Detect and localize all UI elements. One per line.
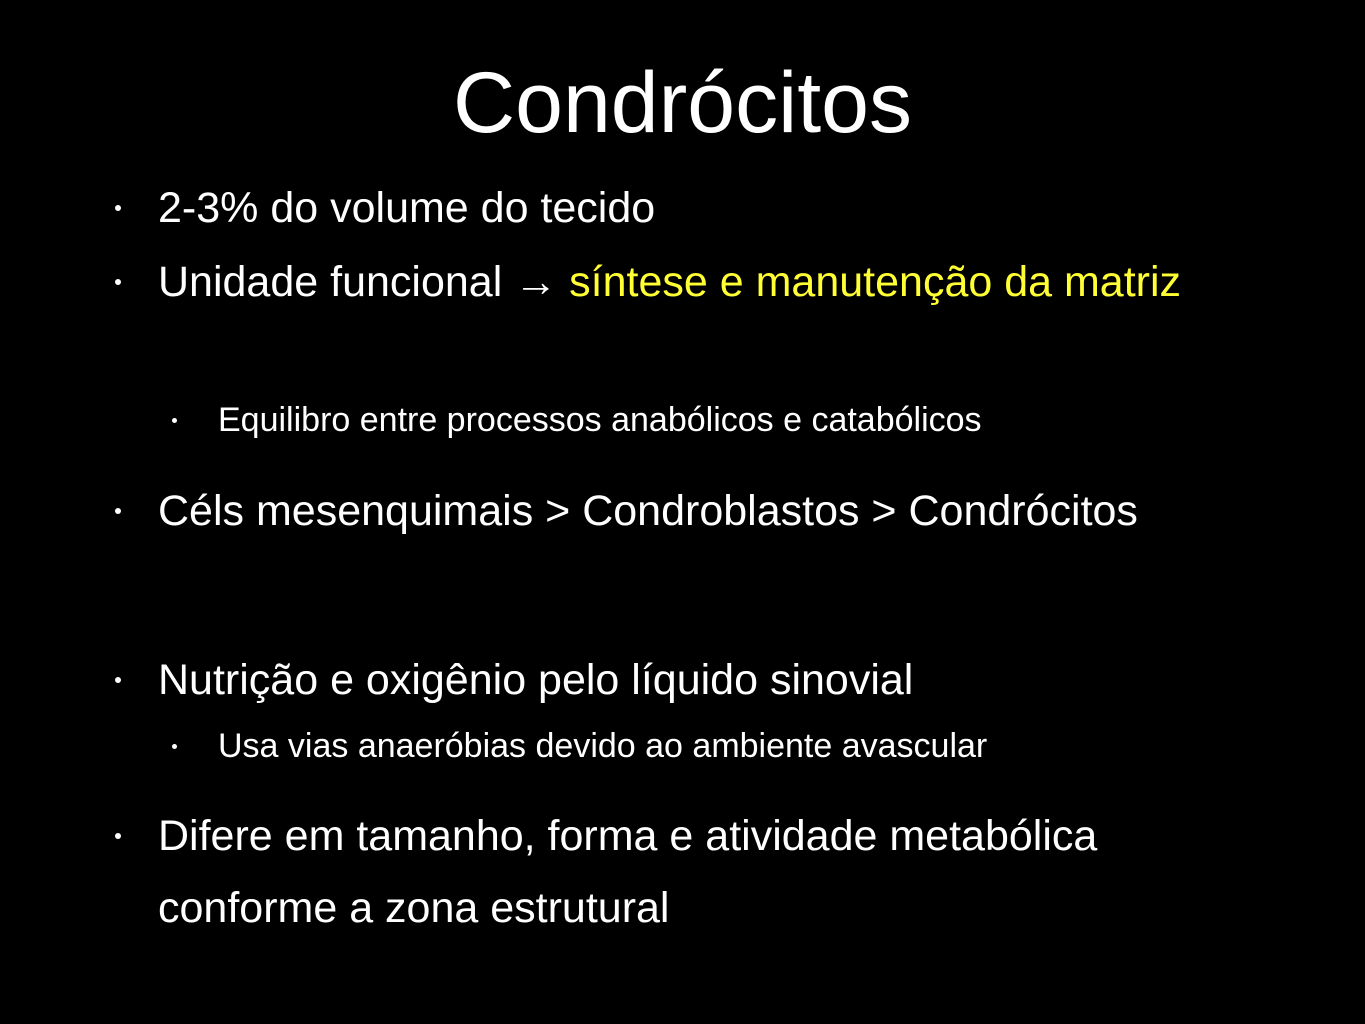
bullet-dot-icon: [115, 833, 121, 839]
sub-bullet-equilibrio: [218, 398, 1318, 442]
bullet-text: Equilibro entre processos anabólicos e catabólicos: [218, 401, 982, 439]
bullet-text: 2-3% do volume do tecido: [158, 184, 656, 232]
bullet-highlight-text: síntese e manutenção da matriz: [569, 258, 1182, 306]
bullet-cels-mesenquimais: [158, 475, 1298, 547]
bullet-text: Unidade funcional →: [158, 258, 570, 306]
bullet-text: Céls mesenquimais > Condroblastos > Condrócitos: [158, 487, 1138, 535]
bullet-dot-icon: [172, 418, 177, 423]
bullet-text: Difere em tamanho, forma e atividade metabólica conforme a zona estrutural: [158, 812, 1098, 932]
bullet-volume: [158, 172, 1298, 244]
bullet-text: Usa vias anaeróbias devido ao ambiente avascular: [218, 727, 988, 765]
bullet-dot-icon: [172, 744, 177, 749]
bullet-nutricao: [158, 644, 1298, 716]
bullet-text: Nutrição e oxigênio pelo líquido sinovial: [158, 656, 914, 704]
sub-bullet-vias-anaerobias: [218, 724, 1318, 768]
bullet-dot-icon: [115, 279, 121, 285]
bullet-dot-icon: [115, 508, 121, 514]
bullet-difere: [158, 800, 1158, 944]
bullet-unidade-funcional: [158, 246, 1298, 318]
slide-title: Condrócitos: [453, 55, 912, 151]
bullet-dot-icon: [115, 677, 121, 683]
bullet-dot-icon: [115, 205, 121, 211]
